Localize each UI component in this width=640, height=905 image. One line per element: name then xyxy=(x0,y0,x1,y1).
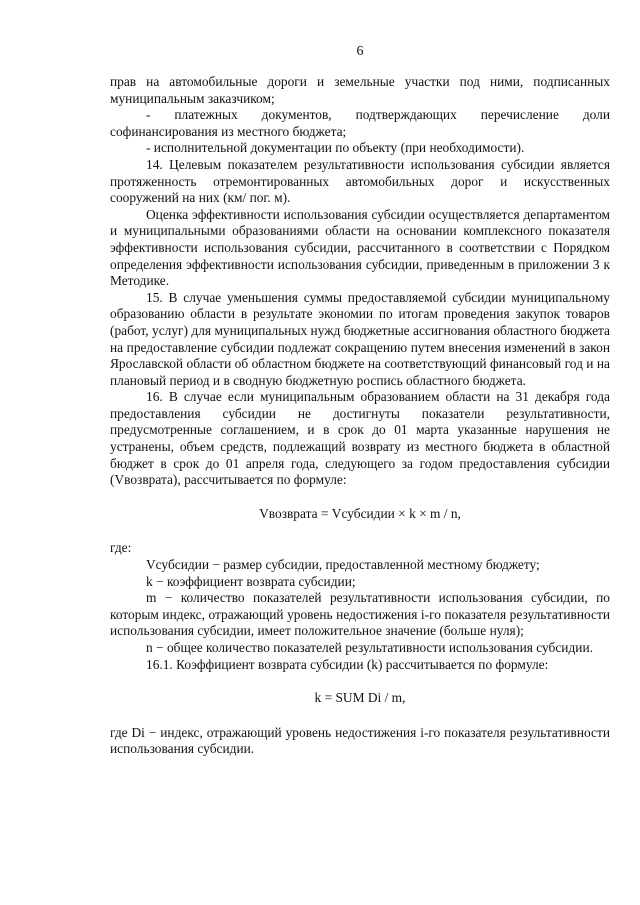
list-item-payment-docs: - платежных документов, подтверждающих перечисление доли софинансирования из местного бюджета; xyxy=(110,107,610,139)
formula-return-volume: Vвозврата = Vсубсидии × k × m / n, xyxy=(259,505,461,521)
where-label: где: xyxy=(110,540,132,556)
paragraph-efficiency: Оценка эффективности использования субсидии осуществляется департаментом и муниципальными образованиями области на основании комплексного показателя эффективности использования субсидии, рассчитанного в соответствии с Порядком определения эффективности использования субсидии, приведенным в приложении 3 к Методике. xyxy=(110,206,610,289)
definition-v-subsidy: Vсубсидии − размер субсидии, предоставленной местному бюджету; xyxy=(146,557,540,573)
page-number: 6 xyxy=(356,44,364,59)
paragraph-16: 16. В случае если муниципальным образованием области на 31 декабря года предоставления субсидии не достигнуты показатели результативности, предусмотренные соглашением, и в срок до 01 марта указанные нарушения не устранены, объем средств, подлежащий возврату из местного бюджета в областной бюджет в срок до 01 апреля года, следующего за годом предоставления субсидии (Vвозврата), рассчитывается по формуле: xyxy=(110,389,610,488)
paragraph-14: 14. Целевым показателем результативности использования субсидии является протяженность отремонтированных автомобильных дорог и искусственных сооружений на них (км/ пог. м). xyxy=(110,156,610,206)
list-item-exec-docs: - исполнительной документации по объекту (при необходимости). xyxy=(146,140,525,156)
paragraph-continuation: прав на автомобильные дороги и земельные участки под ними, подписанных муниципальным заказчиком; xyxy=(110,74,610,106)
paragraph-15: 15. В случае уменьшения суммы предоставляемой субсидии муниципальному образованию области в результате экономии по итогам проведения закупок товаров (работ, услуг) для муниципальных нужд бюджетные ассигнования областного бюджета на предоставление субсидии подлежат сокращению путем внесения изменений в закон Ярославской области об областном бюджете на соответствующий финансовый год и на плановый период и в сводную бюджетную роспись областного бюджета. xyxy=(110,289,610,388)
paragraph-di-definition: где Di − индекс, отражающий уровень недостижения i-го показателя результативности использования субсидии. xyxy=(110,724,610,757)
definition-m: m − количество показателей результативности использования субсидии, по которым индекс, отражающий уровень недостижения i-го показателя результативности использования субсидии, имеет положительное значение (больше нуля); xyxy=(110,590,610,639)
definition-n: n − общее количество показателей результативности использования субсидии. xyxy=(146,640,593,655)
document-body xyxy=(110,74,610,758)
paragraph-16-1: 16.1. Коэффициент возврата субсидии (k) рассчитывается по формуле: xyxy=(146,656,549,672)
definition-k: k − коэффициент возврата субсидии; xyxy=(146,573,356,589)
formula-coefficient: k = SUM Di / m, xyxy=(314,690,406,706)
